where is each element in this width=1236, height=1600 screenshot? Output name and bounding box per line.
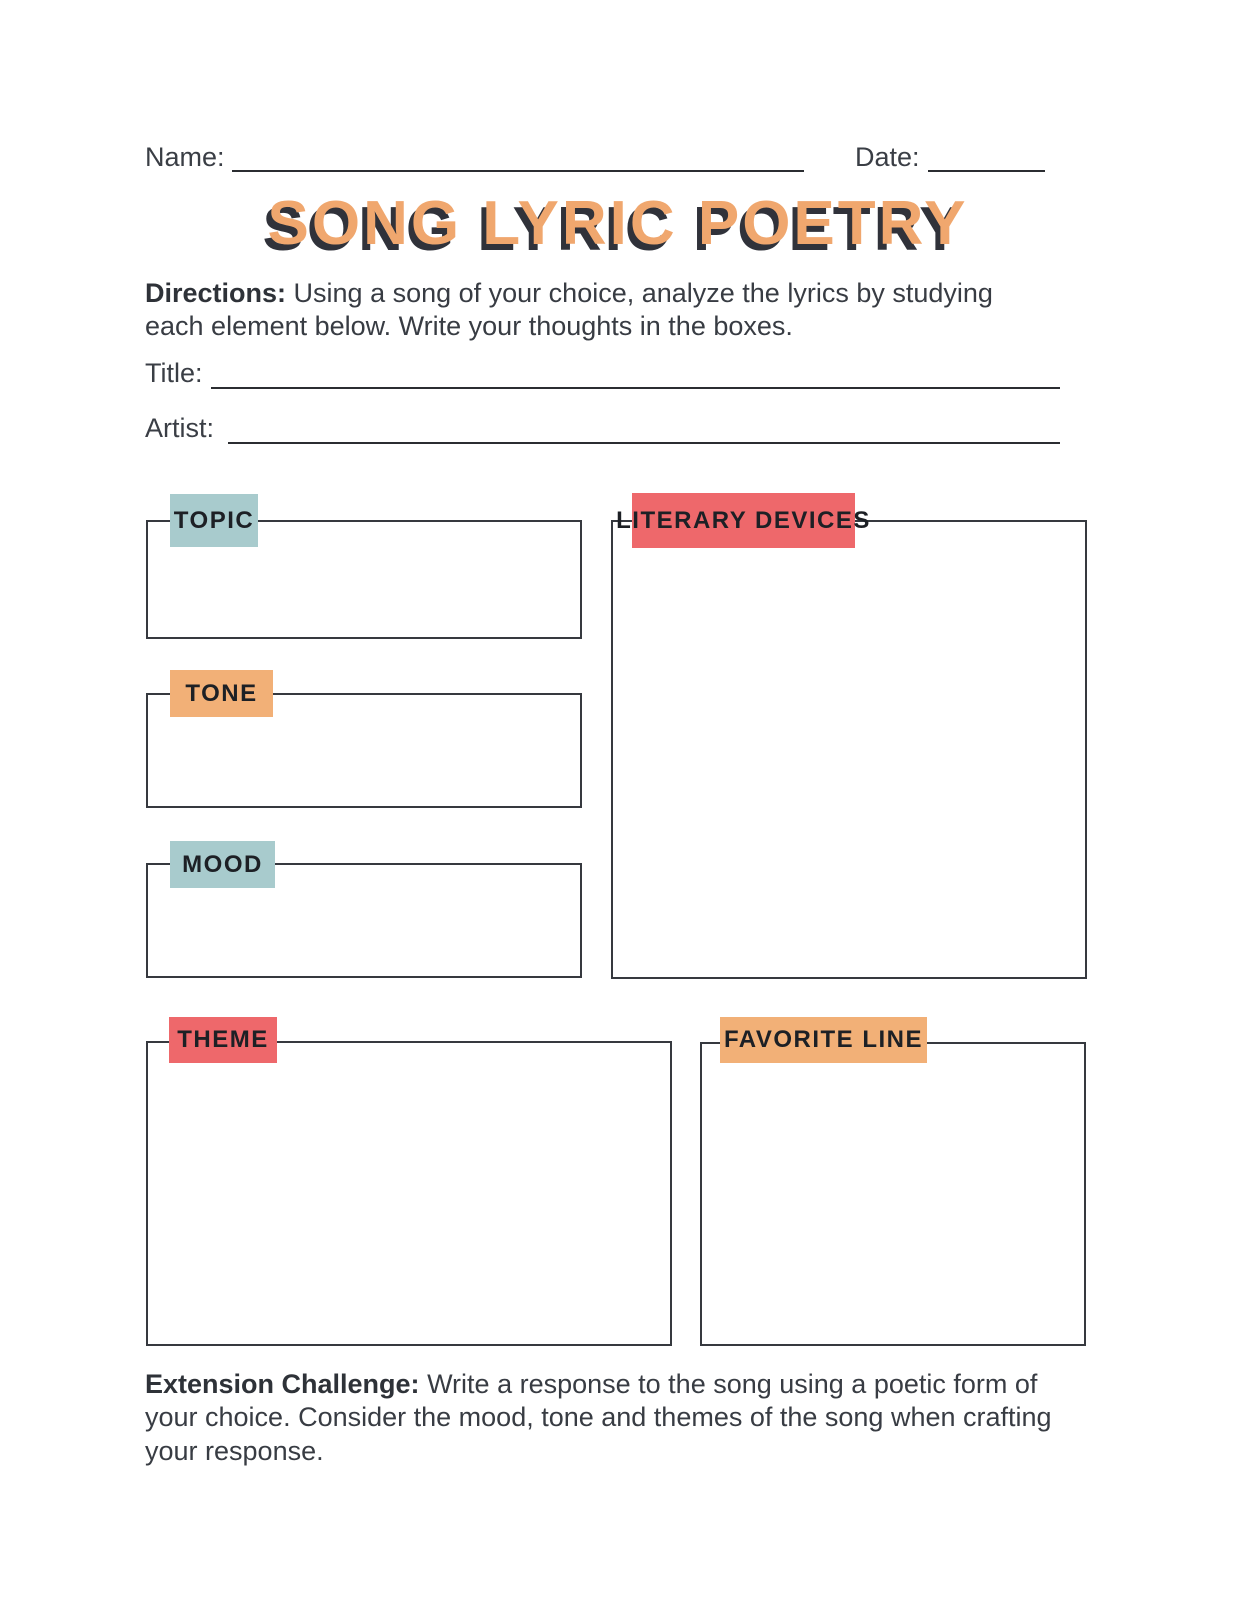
song-title-blank-line[interactable] xyxy=(211,387,1060,389)
directions-lead: Directions: xyxy=(145,278,287,308)
directions-text xyxy=(145,277,1050,344)
topic-tag xyxy=(170,494,258,547)
theme-tag-label: THEME xyxy=(169,1017,277,1063)
extension-challenge-lead: Extension Challenge: xyxy=(145,1369,420,1399)
literary-devices-answer-box[interactable] xyxy=(611,520,1087,979)
date-label: Date: xyxy=(855,142,920,172)
artist-label: Artist: xyxy=(145,413,215,443)
favorite-line-answer-box[interactable] xyxy=(700,1042,1086,1346)
mood-tag-label: MOOD xyxy=(170,841,275,888)
theme-tag xyxy=(169,1017,277,1063)
mood-tag xyxy=(170,841,275,888)
extension-challenge-body: Write a response to the song using a poetic form of your choice. Consider the mood, tone and themes of the song when crafting your response. xyxy=(145,1369,1052,1466)
song-title-label: Title: xyxy=(145,358,203,388)
favorite-line-tag-label: FAVORITE LINE xyxy=(720,1017,927,1063)
name-label: Name: xyxy=(145,142,225,172)
topic-tag-label: TOPIC xyxy=(170,494,258,547)
tone-tag-label: TONE xyxy=(170,670,273,717)
date-blank-line[interactable] xyxy=(928,170,1045,172)
tone-tag xyxy=(170,670,273,717)
name-blank-line[interactable] xyxy=(232,170,804,172)
directions-body: Using a song of your choice, analyze the lyrics by studying each element below. Write your thoughts in the boxes. xyxy=(145,278,993,342)
literary-devices-tag xyxy=(616,493,871,548)
page-title: SONG LYRIC POETRY xyxy=(267,189,969,258)
literary-devices-tag-label: LITERARY DEVICES xyxy=(632,493,855,548)
artist-blank-line[interactable] xyxy=(228,442,1060,444)
favorite-line-tag xyxy=(720,1017,927,1063)
theme-answer-box[interactable] xyxy=(146,1041,672,1346)
extension-challenge-text xyxy=(145,1368,1075,1468)
